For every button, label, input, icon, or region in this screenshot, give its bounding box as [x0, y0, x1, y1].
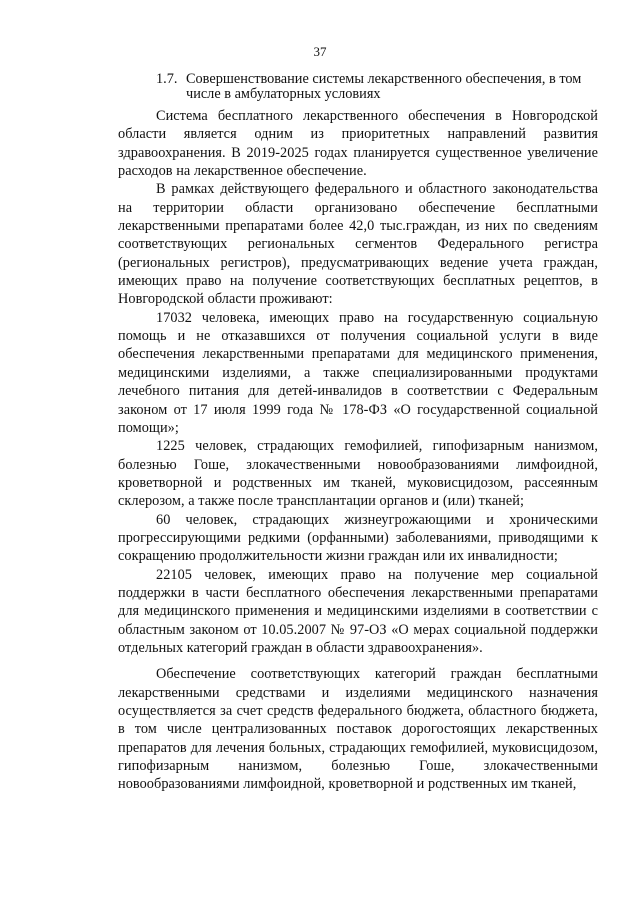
section-title-line-2: числе в амбулаторных условиях: [186, 86, 381, 102]
section-number: 1.7.: [156, 71, 178, 87]
paragraph-orphan-diseases: 60 человек, страдающих жизнеугрожающими и хроническими прогрессирующими редкими (орфанными) заболеваниями, приводящими к сокращению продолжительности жизни граждан или их инвалидности;: [118, 511, 598, 565]
paragraph-state-social-aid: 17032 человека, имеющих право на государственную социальную помощь и не отказавшихся от получения социальной услуги в виде обеспечения лекарственными препаратами для медицинского применения, медицинскими изделиями, а также специализированными продуктами лечебного питания для детей-инвалидов в соответствии с Федеральным законом от 17 июля 1999 года № 178-ФЗ «О государственной социальной помощи»;: [118, 309, 598, 436]
page-number: 37: [313, 44, 327, 59]
section-heading: [156, 72, 596, 102]
body-text: [118, 107, 598, 794]
paragraph-high-cost-diseases: 1225 человек, страдающих гемофилией, гипофизарным нанизмом, болезнью Гоше, злокачественными новообразованиями лимфоидной, кроветворной и родственных им тканей, муковисцидозом, рассеянным склерозом, а также после трансплантации органов и (или) тканей;: [118, 438, 598, 510]
paragraph-regional-support: 22105 человек, имеющих право на получение мер социальной поддержки в части бесплатного обеспечения лекарственными препаратами для медицинского применения и медицинскими изделиями в соответствии с областным законом от 10.05.2007 № 97-ОЗ «О мерах социальной поддержки отдельных категорий граждан в области здравоохранения».: [118, 566, 598, 656]
section-title-line-1: Совершенствование системы лекарственного обеспечения, в том: [186, 71, 582, 87]
paragraph-legislation: В рамках действующего федерального и областного законодательства на территории области организовано обеспечение бесплатными лекарственными препаратами более 42,0 тыс.граждан, из них по сведениям соответствующих региональных сегментов Федерального регистра (региональных регистров), предусматривающих ведение учета граждан, имеющих право на получение соответствующих бесплатных рецептов, в Новгородской области проживают:: [118, 181, 598, 308]
paragraph-funding: Обеспечение соответствующих категорий граждан бесплатными лекарственными средствами и изделиями медицинского назначения осуществляется за счет средств федерального бюджета, областного бюджета, в том числе централизованных поставок дорогостоящих лекарственных препаратов для лечения больных, страдающих гемофилией, муковисцидозом, гипофизарным нанизмом, болезнью Гоше, злокачественными новообразованиями лимфоидной, кроветворной и родственных им тканей,: [118, 666, 598, 793]
paragraph-intro: Система бесплатного лекарственного обеспечения в Новгородской области является одним из приоритетных направлений развития здравоохранения. В 2019-2025 годах планируется существенное увеличение расходов на лекарственное обеспечение.: [118, 108, 598, 180]
